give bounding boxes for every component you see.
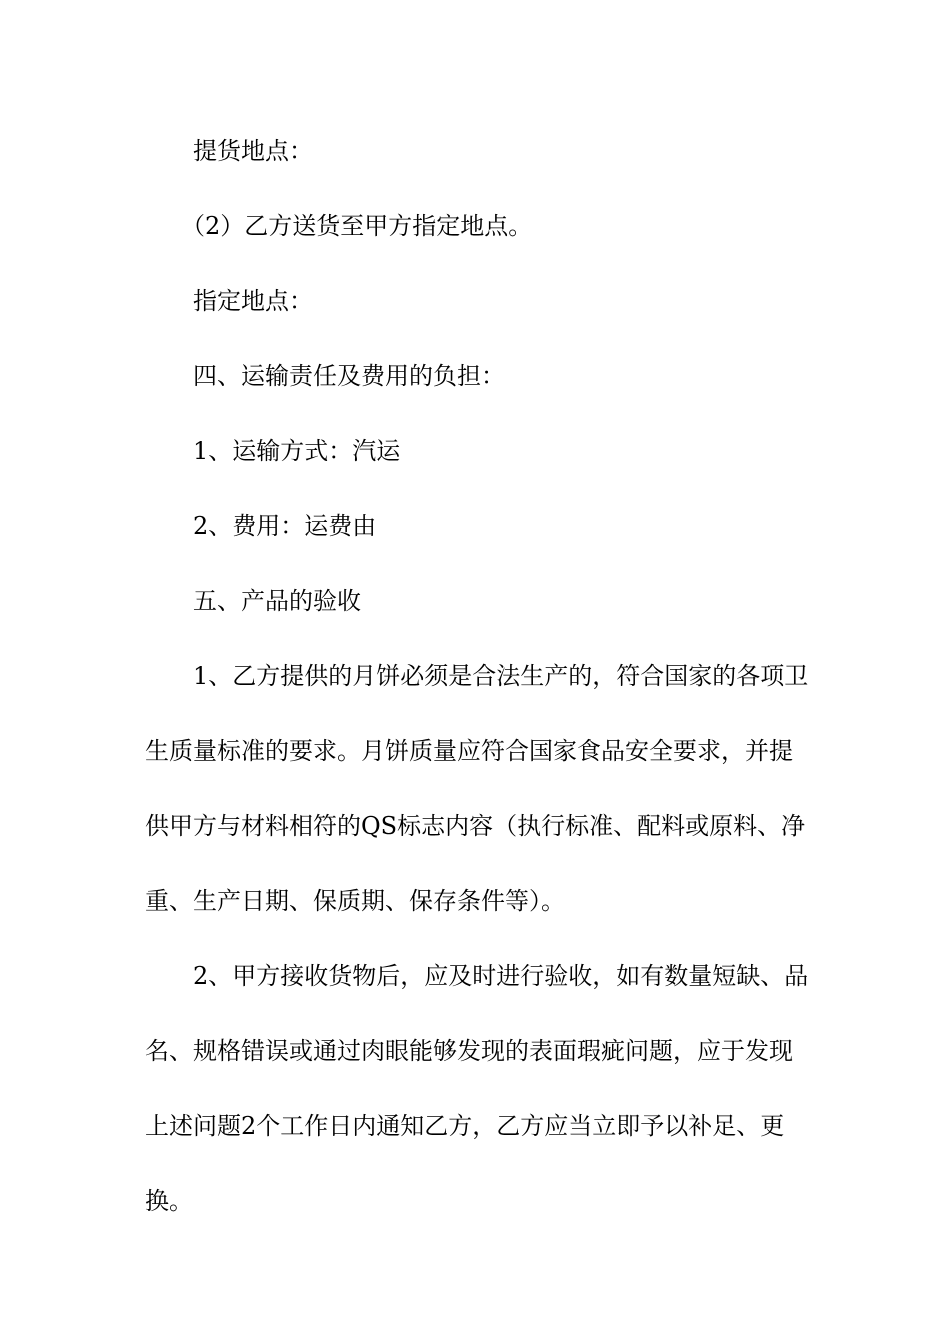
paragraph-2-line-3: 上述问题2个工作日内通知乙方，乙方应当立即予以补足、更 [145, 1112, 785, 1140]
paragraph-1-line-2: 生质量标准的要求。月饼质量应符合国家食品安全要求，并提 [145, 737, 793, 765]
delivery-option-line: （2）乙方送货至甲方指定地点。 [181, 212, 533, 240]
paragraph-2-line-2: 名、规格错误或通过肉眼能够发现的表面瑕疵问题，应于发现 [145, 1037, 793, 1065]
pickup-location-line: 提货地点： [193, 137, 313, 165]
transport-fee-line: 2、费用：运费由 [193, 512, 377, 540]
paragraph-1-line-1: 1、乙方提供的月饼必须是合法生产的，符合国家的各项卫 [193, 662, 809, 690]
paragraph-1-line-3: 供甲方与材料相符的QS标志内容（执行标准、配料或原料、净 [145, 812, 806, 840]
paragraph-2-line-4: 换。 [145, 1187, 193, 1215]
section-five-heading: 五、产品的验收 [193, 587, 361, 615]
paragraph-1-line-4: 重、生产日期、保质期、保存条件等）。 [145, 887, 565, 915]
section-four-heading: 四、运输责任及费用的负担： [193, 362, 505, 390]
paragraph-2-line-1: 2、甲方接收货物后，应及时进行验收，如有数量短缺、品 [193, 962, 809, 990]
designated-location-line: 指定地点： [193, 287, 313, 315]
transport-method-line: 1、运输方式：汽运 [193, 437, 401, 465]
